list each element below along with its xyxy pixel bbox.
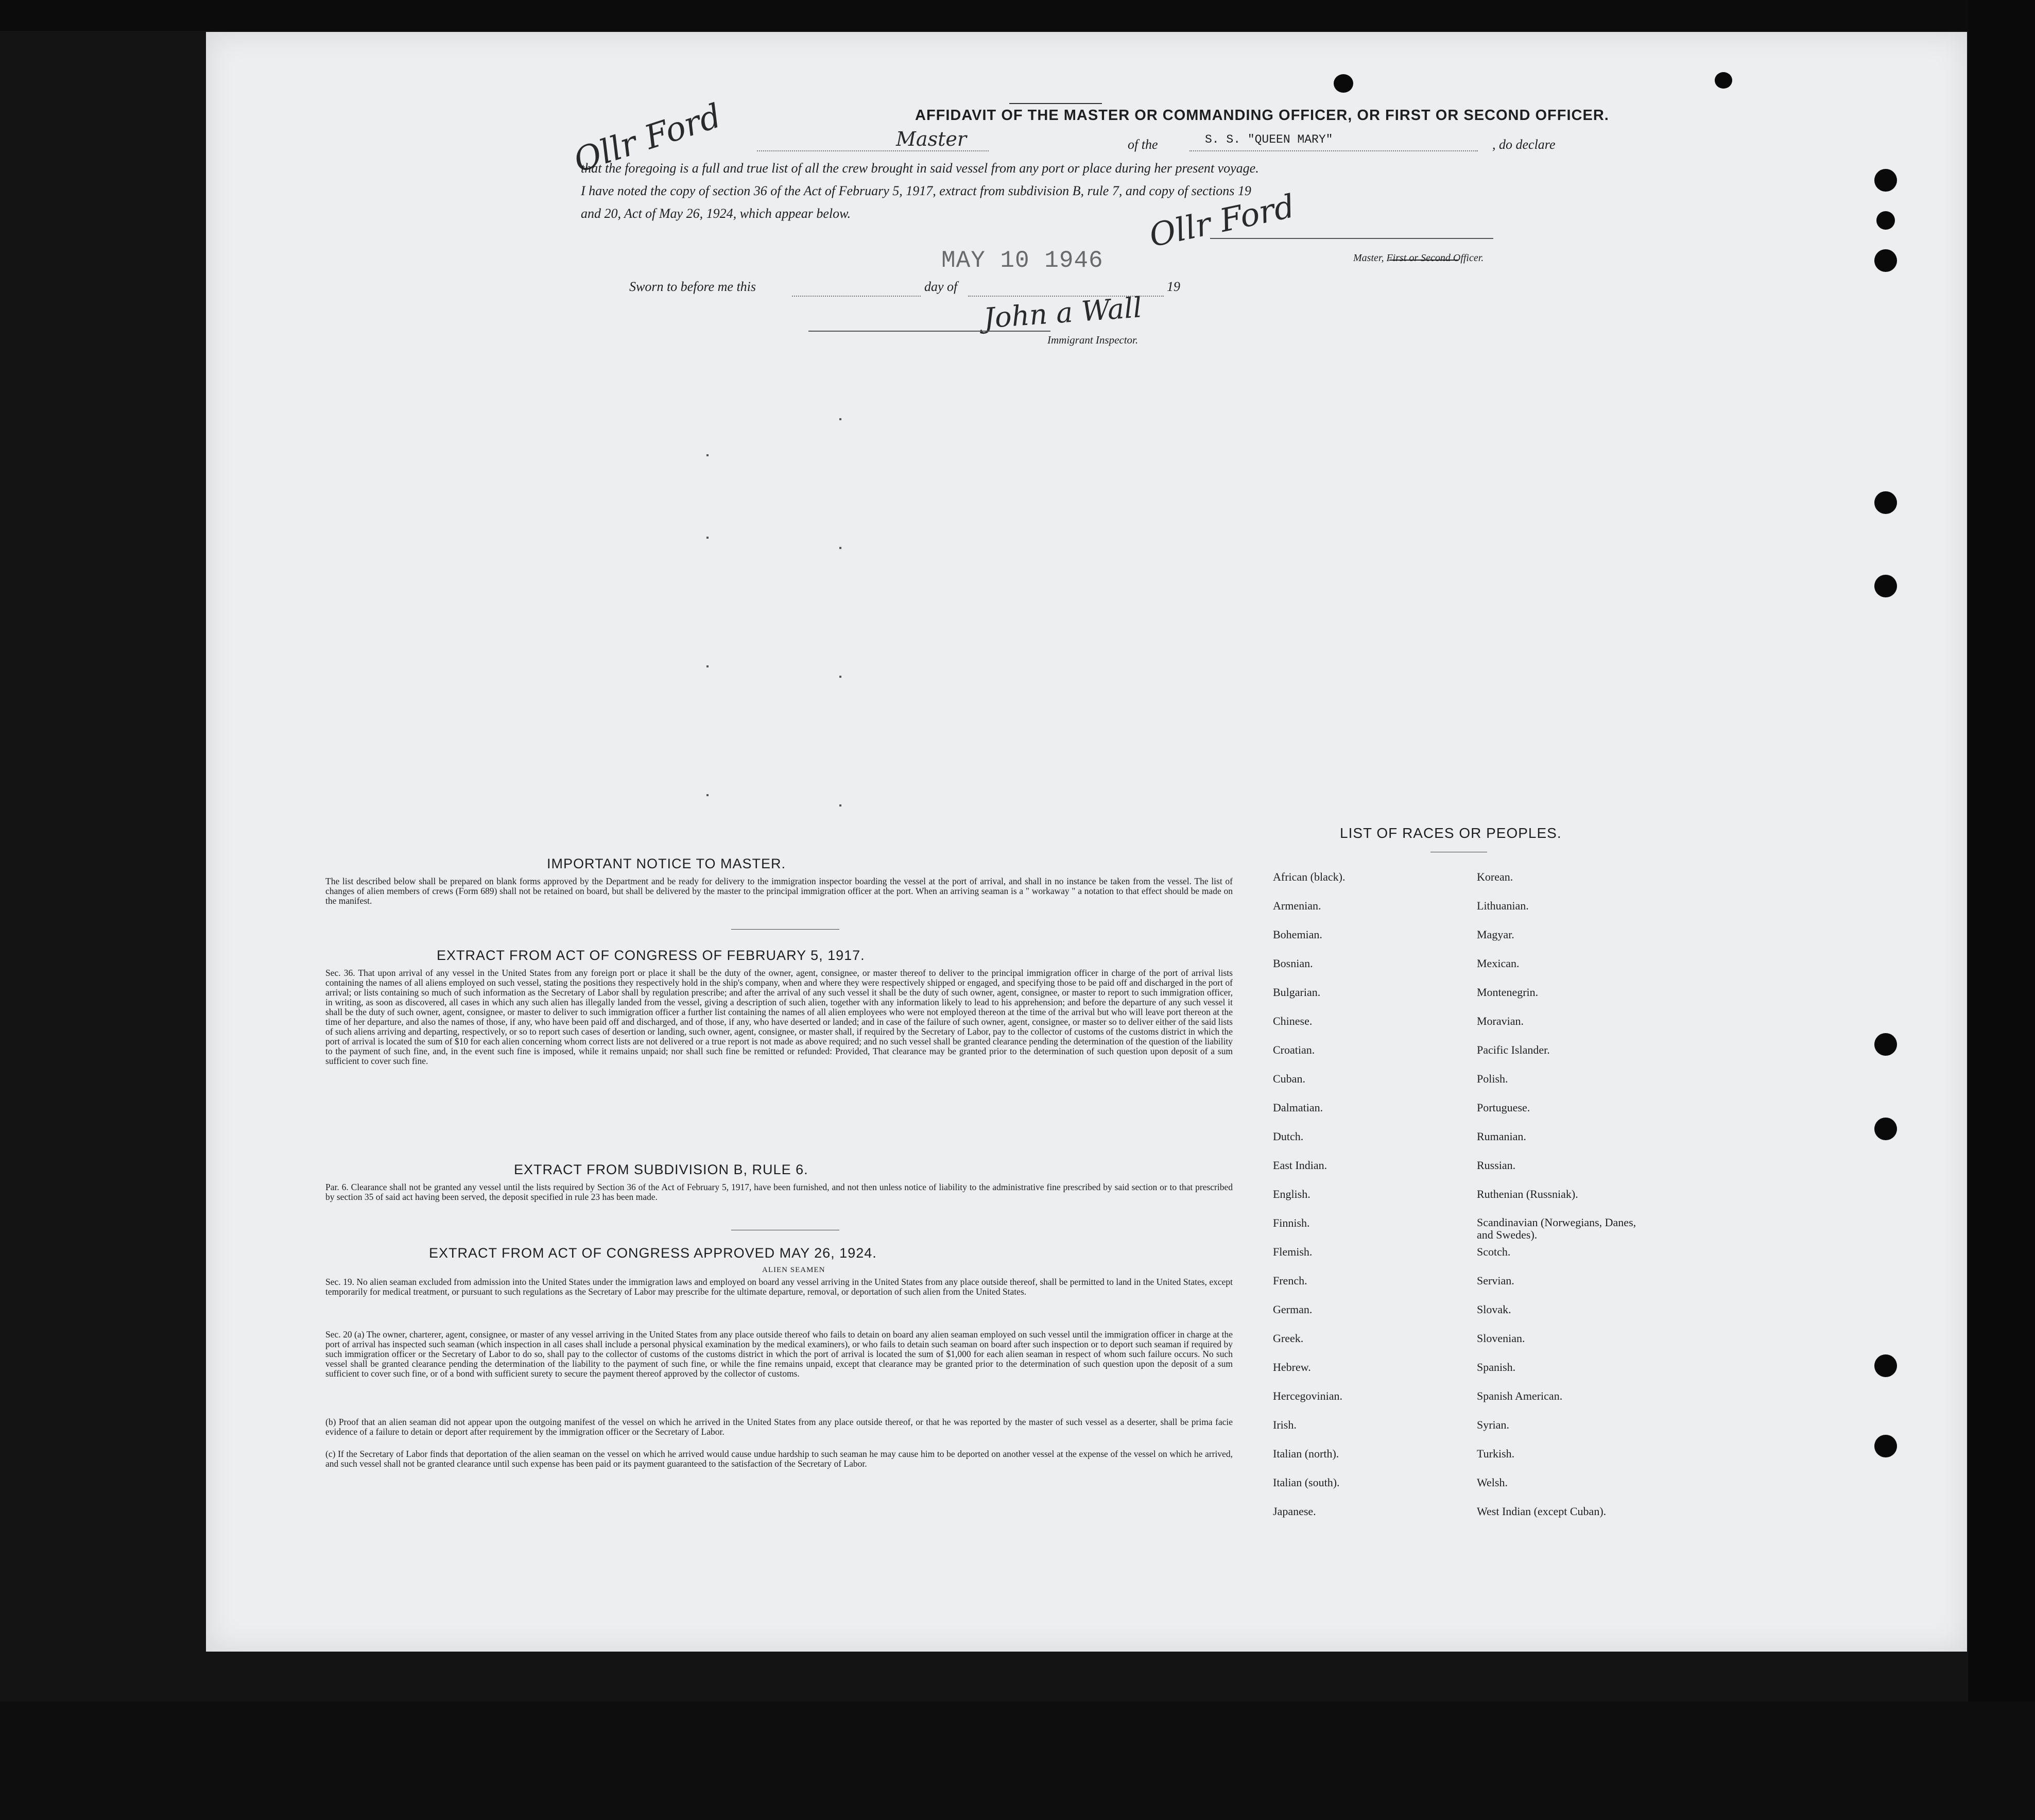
do-declare-label: , do declare [1492, 137, 1556, 152]
punch-hole-icon [1874, 169, 1897, 192]
inspector-signature-line [808, 331, 1050, 332]
race-item: Dalmatian. [1273, 1101, 1323, 1114]
race-item: Montenegrin. [1477, 986, 1539, 999]
sec19-text: Sec. 19. No alien seaman excluded from admission into the United States under the immigration laws and employed on board any vessel arriving in the United States from any place outside thereof, shall be permitted to land in the United States, except temporarily for medical treatment, or pursuant to such regulations as the Secretary of Labor may prescribe for the ultimate departure, removal, or deportation of such alien from the United States. [325, 1277, 1233, 1297]
rank-fill-line [757, 150, 989, 151]
affidavit-line-4: and 20, Act of May 26, 1924, which appear below. [581, 206, 851, 221]
film-border-right [1968, 0, 2035, 1820]
race-item: Italian (south). [1273, 1476, 1340, 1489]
race-item: Moravian. [1477, 1015, 1524, 1027]
race-item: Hercegovinian. [1273, 1389, 1342, 1402]
races-heading: LIST OF RACES OR PEOPLES. [1340, 825, 1562, 841]
date-stamp: MAY 10 1946 [941, 247, 1103, 274]
race-item: Hebrew. [1273, 1361, 1311, 1373]
extract-1917-heading: EXTRACT FROM ACT OF CONGRESS OF FEBRUARY 5, 1917. [437, 948, 865, 963]
day-of-label: day of [924, 279, 958, 294]
stray-mark [706, 537, 709, 539]
sworn-label: Sworn to before me this [629, 279, 756, 294]
vessel-fill-line [1189, 150, 1478, 151]
sec20b-text: (b) Proof that an alien seaman did not appear upon the outgoing manifest of the vessel on which he arrived in the United States from any place outside thereof, or that he was reported by the master of such vessel as a deserter, shall be prima facie evidence of a failure to detain or deport after requirement by the immigration officer or the Secretary of Labor. [325, 1417, 1233, 1437]
race-item: French. [1273, 1274, 1307, 1287]
race-item: Irish. [1273, 1418, 1297, 1431]
race-item: Flemish. [1273, 1245, 1313, 1258]
race-item: Scandinavian (Norwegians, Danes, and Swedes). [1477, 1216, 1636, 1241]
master-rank-handwritten: Master [896, 128, 967, 150]
race-item: Spanish American. [1477, 1389, 1563, 1402]
stray-mark [839, 418, 841, 420]
stray-mark [839, 804, 841, 806]
sec20a-text: Sec. 20 (a) The owner, charterer, agent, consignee, or master of any vessel arriving in the United States from any place outside thereof who fails to detain on board any alien seaman employed on such vessel until the immigration officer in charge at the port of arrival has inspected such seaman (which inspection in all cases shall include a personal physical examination by the medical examiners), or who fails to detain such seaman on board after such inspection or to deport such seaman if required by such immigration officer or the Secretary of Labor to do so, shall pay to the collector of customs of the customs district in which the port of arrival is located the sum of $1,000 for each alien seaman in respect of whom such failure occurs. No such vessel shall be granted clearance pending the determination of the liability to the payment of such fine, or while the fine remains unpaid, except that clearance may be granted prior to the determination of such question upon the deposit of a sum sufficient to cover such fine, or of a bond with sufficient surety to secure the payment thereof approved by the collector of customs. [325, 1329, 1233, 1379]
race-item: Dutch. [1273, 1130, 1304, 1143]
title-rule [1009, 103, 1102, 104]
inspector-caption: Immigrant Inspector. [1047, 334, 1139, 346]
affidavit-line-2: that the foregoing is a full and true list of all the crew brought in said vessel from any port or place during her present voyage. [581, 161, 1259, 176]
extract-1924-heading: EXTRACT FROM ACT OF CONGRESS APPROVED MAY 26, 1924. [429, 1245, 877, 1261]
master-signature: Ollr Ford [569, 97, 726, 180]
stray-mark [706, 454, 709, 456]
race-item: English. [1273, 1188, 1310, 1200]
punch-hole-icon [1874, 1354, 1897, 1377]
race-item: Magyar. [1477, 928, 1514, 941]
officer-signature: Ollr Ford [1146, 187, 1298, 254]
race-item: Syrian. [1477, 1418, 1509, 1431]
race-item: Lithuanian. [1477, 899, 1529, 912]
punch-hole-icon [1874, 1435, 1897, 1457]
notice-rule [731, 929, 839, 930]
race-item: Bohemian. [1273, 928, 1322, 941]
of-the-label: of the [1128, 137, 1158, 152]
punch-hole-icon [1874, 249, 1897, 272]
punch-hole-icon [1874, 491, 1897, 514]
manifest-page [206, 32, 1967, 1652]
race-item: Turkish. [1477, 1447, 1515, 1460]
race-item: Scotch. [1477, 1245, 1511, 1258]
race-item: Greek. [1273, 1332, 1304, 1345]
race-item: Slovak. [1477, 1303, 1511, 1316]
officer-caption: Master, First or Second Officer. [1353, 252, 1484, 264]
strike-first-second [1389, 260, 1458, 261]
stray-mark [839, 676, 841, 678]
race-item: African (black). [1273, 870, 1346, 883]
race-item: Cuban. [1273, 1072, 1305, 1085]
inspector-signature: John a Wall [982, 291, 1143, 335]
affidavit-line-3: I have noted the copy of section 36 of the Act of February 5, 1917, extract from subdivision B, rule 7, and copy of sections 19 [581, 183, 1251, 198]
stray-mark [706, 665, 709, 667]
rule6-heading: EXTRACT FROM SUBDIVISION B, RULE 6. [514, 1162, 808, 1177]
sec20c-text: (c) If the Secretary of Labor finds that deportation of the alien seaman on the vessel on which he arrived would cause undue hardship to such seaman he may cause him to be deported on another vessel at the expense of the vessel on which he arrived, and such vessel shall not be granted clearance until such expense has been paid or its payment guaranteed to the satisfaction of the Secretary of Labor. [325, 1449, 1233, 1469]
extract-1917-text: Sec. 36. That upon arrival of any vessel in the United States from any foreign port or place it shall be the duty of the owner, agent, consignee, or master thereof to deliver to the principal immigration officer in charge of the port of arrival lists containing the names of all aliens employed on such vessel, stating the positions they respectively hold in the ship's company, when and where they were respectively shipped or engaged, and specifying those to be paid off and discharged in the port of arrival; or lists containing so much of such information as the Secretary of Labor shall by regulation prescribe; and after the arrival of any such vessel it shall be the duty of such owner, agent, consignee, or master to report to such immigration officer, in writing, as soon as discovered, all cases in which any such alien has illegally landed from the vessel, giving a description of such alien, together with any information likely to lead to his apprehension; and before the departure of any such vessel it shall be the duty of such owner, agent, consignee, or master to deliver to such immigration officer a further list containing the names of all alien employees who were not employed thereon at the time of the arrival but who will leave port thereon at the time of her departure, and also the names of those, if any, who have been paid off and discharged, and of those, if any, who have deserted or landed; and in case of the failure of such owner, agent, consignee, or master so to deliver either of the said lists of such aliens arriving and departing, respectively, or so to report such cases of desertion or landing, such owner, agent, consignee, or master shall, if required by the Secretary of Labor, pay to the collector of customs of the customs district in which the port of arrival is located the sum of $10 for each alien concerning whom correct lists are not delivered or a true report is not made as above required; and no such vessel shall be granted clearance pending the determination of the question of the liability to the payment of such fine, and, in the event such fine is imposed, while it remains unpaid; nor shall such fine be remitted or refunded: Provided, That clearance may be granted prior to the determination of such question upon deposit of a sum sufficient to cover such fine. [325, 968, 1233, 1066]
race-item: Portuguese. [1477, 1101, 1530, 1114]
race-item: Ruthenian (Russniak). [1477, 1188, 1578, 1200]
notice-heading: IMPORTANT NOTICE TO MASTER. [547, 856, 786, 871]
punch-hole-icon [1874, 1033, 1897, 1056]
race-item: Slovenian. [1477, 1332, 1525, 1345]
race-item: Servian. [1477, 1274, 1514, 1287]
affidavit-title: AFFIDAVIT OF THE MASTER OR COMMANDING OFFICER, OR FIRST OR SECOND OFFICER. [915, 107, 1609, 124]
punch-hole-icon [1874, 575, 1897, 597]
race-item: German. [1273, 1303, 1313, 1316]
race-item: Bulgarian. [1273, 986, 1321, 999]
stray-mark [839, 547, 841, 549]
race-item: Welsh. [1477, 1476, 1508, 1489]
race-item: West Indian (except Cuban). [1477, 1505, 1607, 1518]
race-item: East Indian. [1273, 1159, 1327, 1172]
vessel-name: S. S. "QUEEN MARY" [1205, 133, 1333, 146]
sworn-day-line [792, 296, 921, 297]
year-label: 19 [1167, 279, 1180, 294]
race-item: Mexican. [1477, 957, 1520, 970]
race-item: Finnish. [1273, 1216, 1310, 1229]
punch-hole-icon [1334, 74, 1353, 93]
alien-seamen-subheading: ALIEN SEAMEN [762, 1266, 825, 1274]
race-item: Armenian. [1273, 899, 1321, 912]
race-item: Polish. [1477, 1072, 1508, 1085]
punch-hole-icon [1876, 211, 1895, 230]
notice-text: The list described below shall be prepared on blank forms approved by the Department and be ready for delivery to the immigration inspector boarding the vessel at the port of arrival, and shall in no instance be taken from the vessel. The list of changes of alien members of crews (Form 689) shall not be retained on board, but shall be delivered by the master to the principal immigration officer at the port. When an arriving seaman is a " workaway " a notation to that effect should be made on the manifest. [325, 876, 1233, 906]
stray-mark [706, 794, 709, 796]
race-item: Korean. [1477, 870, 1513, 883]
race-item: Spanish. [1477, 1361, 1516, 1373]
race-item: Bosnian. [1273, 957, 1313, 970]
race-item: Chinese. [1273, 1015, 1313, 1027]
officer-signature-line [1210, 238, 1493, 239]
punch-hole-icon [1874, 1118, 1897, 1140]
race-item: Japanese. [1273, 1505, 1316, 1518]
race-item: Italian (north). [1273, 1447, 1339, 1460]
race-item: Rumanian. [1477, 1130, 1526, 1143]
rule6-text: Par. 6. Clearance shall not be granted any vessel until the lists required by Section 36 of the Act of February 5, 1917, have been furnished, and not then unless notice of liability to the administrative fine prescribed by said section or to that prescribed by section 35 of said act having been served, the deposit specified in rule 23 has been made. [325, 1182, 1233, 1202]
race-item: Croatian. [1273, 1043, 1315, 1056]
film-border-bottom [0, 1702, 2035, 1820]
punch-hole-icon [1715, 72, 1732, 89]
race-item: Pacific Islander. [1477, 1043, 1550, 1056]
race-item: Russian. [1477, 1159, 1516, 1172]
film-border-top [0, 0, 2035, 31]
